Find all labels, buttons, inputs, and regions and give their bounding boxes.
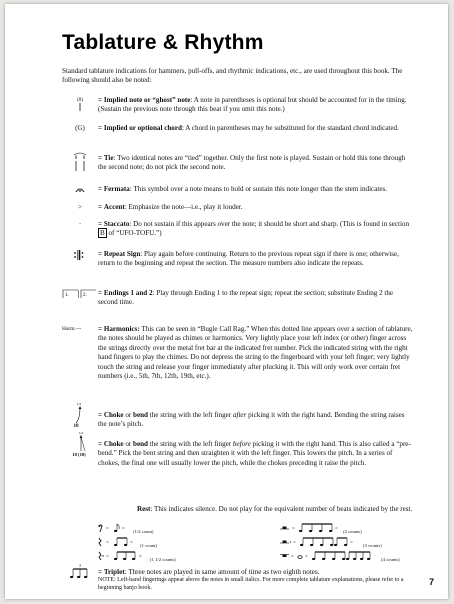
entry-accent-text: = Accent: Emphasize the note—i.e., play it louder. [98, 203, 243, 211]
svg-text:(0): (0) [77, 98, 83, 103]
staccato-symbol: · [78, 220, 82, 228]
rest-quarter [97, 537, 157, 548]
half-rest-icon [280, 523, 342, 533]
svg-text:=: = [122, 527, 125, 532]
entry-fermata-text: = Fermata: This symbol over a note means to hold or sustain this note longer than the stem indicates. [98, 185, 388, 193]
entry-endings-text: = Endings 1 and 2: Play through Ending 1 to the repeat sign; repeat the section; substitute Ending 2 the second time. [98, 289, 394, 307]
entry-repeat-sign-text: = Repeat Sign: Play again before continuing. Return to the previous repeat sign if there is one; otherwise, return to the beginning and repeat the section. The measure numbers also indicate the repeats. [98, 250, 399, 268]
dotted-quarter-rest-icon [97, 551, 149, 561]
entry-choke-after-text: = Choke or bend the string with the left finger after picking it with the right hand. Bending the string raises the note’s pitch. [98, 411, 405, 429]
ending-1-label: 1. [65, 293, 69, 298]
rest-title: Rest: This indicates silence. Do not play for the equivalent number of beats indicated by the rest. [137, 505, 413, 513]
repeat-sign-icon [62, 250, 98, 263]
svg-text:=: = [305, 555, 308, 560]
svg-text:=: = [106, 555, 109, 560]
accent-symbol: > [78, 203, 82, 211]
ending-2-label: 2. [83, 293, 87, 298]
rest-dotted-half-label: (3 counts) [363, 543, 382, 548]
svg-text:3: 3 [79, 563, 81, 568]
svg-text:0: 0 [82, 156, 86, 161]
choke-bend-icon [62, 402, 98, 440]
fermata-icon [62, 185, 98, 198]
svg-text:=: = [291, 555, 294, 560]
fret-number: 10 [73, 424, 79, 429]
triplet-note: NOTE: Left-hand fingerings appear above the notes in small italics. For more complete tablature explanations, please refer to a beginning banjo book. [98, 577, 404, 591]
bend-amount-label: 1/2 [76, 402, 82, 406]
prebend-amount-label: 1/2 [78, 431, 84, 435]
rest-quarter-label: (1 count) [140, 543, 157, 548]
dotted-half-rest-icon [280, 537, 362, 547]
rest-dotted-quarter-label: (1 1/2 counts) [150, 557, 176, 562]
rest-whole [280, 551, 400, 562]
whole-rest-icon [280, 551, 380, 561]
page-title: Tablature & Rhythm [62, 31, 264, 54]
rest-eighth-label: (1/2 count) [133, 529, 154, 534]
page [5, 4, 448, 599]
rest-whole-label: (4 counts) [381, 557, 400, 562]
prebend-fret-number: 10 (10) [72, 452, 86, 457]
rest-dotted-quarter [97, 551, 176, 562]
entry-harmonics-text: = Harmonics: This can be seen in “Bugle Call Rag.” When this dotted line appears over a section of tablature, the notes should be played as chimes or harmonics. Very lightly place your left index (or other) finger across the strings directly over the metal fret bar at the indicated fret number. Pick the indicated string with the right hand fingers to play the chimes. Do not depress the string to the fingerboard with your left finger; very lightly touch the string and release your finger immediately after plucking it. This will only work over certain fret numbers (i.e., 5th, 7th, 12th, 19th, etc.). [98, 325, 413, 381]
svg-text:=: = [130, 541, 133, 546]
eighth-rest-icon [97, 523, 132, 533]
entry-triplet-text: = Triplet: Three notes are played in same amount of time as two eighth notes. NOTE: Left-hand fingerings appear above the notes in small italics. For more complete tablature explanations, please refer to a beginning banjo book. [98, 568, 414, 593]
harmonics-symbol: Harm.--- [62, 326, 82, 332]
intro-paragraph: Standard tablature indications for hammers, pull-offs, and rhythmic indications, etc., are used throughout this book. The following should also be noted: [62, 67, 403, 85]
endings-icon [62, 289, 98, 302]
svg-text:=: = [139, 555, 142, 560]
implied-chord-symbol: (G) [75, 124, 85, 132]
rest-half [280, 523, 362, 534]
svg-text:=: = [292, 527, 295, 532]
section-box: B [100, 229, 105, 238]
quarter-rest-icon [97, 537, 139, 547]
svg-text:=: = [106, 541, 109, 546]
implied-note-icon [62, 96, 98, 115]
svg-text:=: = [106, 527, 109, 532]
entry-implied-note-text: = Implied note or “ghost” note: A note in parentheses is optional but should be accounted for in the timing. (Sustain the previous note through this beat if you omit this note.) [98, 96, 407, 114]
prebend-icon [62, 431, 98, 469]
triplet-icon [62, 563, 98, 583]
page-number: 7 [428, 577, 434, 587]
rest-dotted-half [280, 537, 382, 548]
rest-half-label: (2 counts) [343, 529, 362, 534]
svg-text:=: = [335, 527, 338, 532]
entry-tie-text: = Tie: Two identical notes are “tied” together. Only the first note is played. Sustain or hold this tone through the second note; do not pick the second note. [98, 154, 406, 172]
svg-text:=: = [350, 541, 353, 546]
entry-staccato-text: = Staccato: Do not sustain if this appears over the note; it should be short and sharp. (This is found in section B of “UFO-TOFU.”) [98, 220, 410, 238]
svg-text:0: 0 [74, 156, 78, 161]
entry-prebend-text: = Choke or bend the string with the left finger before picking it with the right hand. This is also called a “pre-bend.” Pick the bent string and then straighten it with the left finger. This lowers the pitch. In a series of chokes, the final one will usually lower the pitch, while the chokes preceding it raise the pitch. [98, 440, 411, 467]
rest-eighth [97, 523, 153, 534]
svg-text:=: = [293, 541, 296, 546]
entry-implied-chord-text: = Implied or optional chord: A chord in parentheses may be substituted for the standard chord indicated. [98, 124, 399, 132]
tie-icon [62, 154, 98, 175]
